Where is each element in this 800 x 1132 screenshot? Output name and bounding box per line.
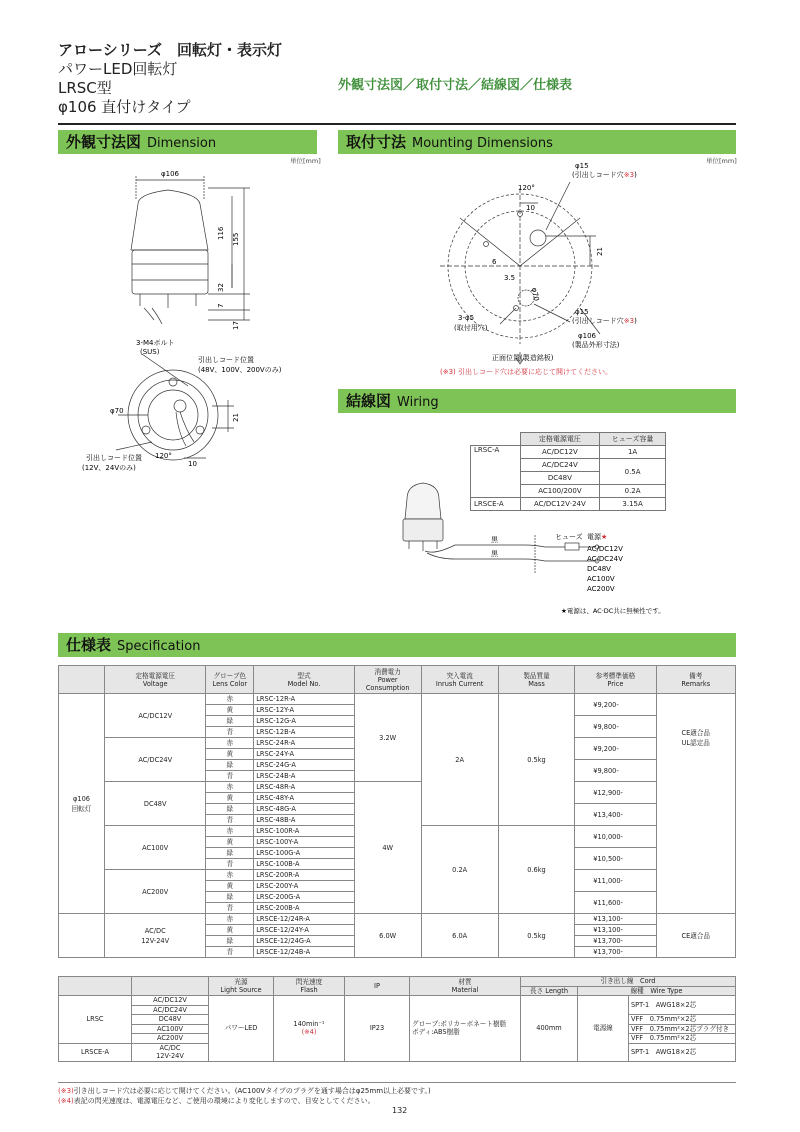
mount-holes-2: (取付用穴) (454, 324, 488, 332)
voltage-text: AC/DC24V (138, 755, 173, 764)
lens-color-cell: 青 (206, 727, 254, 738)
power-cell: 6.0W (354, 914, 421, 958)
dim-d106: φ106 (161, 170, 179, 178)
col-header-en: Remarks (681, 679, 711, 688)
wire-cell: SPT-1 AWG18×2芯 (629, 1043, 736, 1061)
price-cell: ¥11,600- (575, 892, 656, 914)
light-cell: パワーLED (209, 996, 274, 1062)
voltage-cell (105, 738, 206, 782)
col-header: 材質 (458, 977, 472, 986)
col-header-en: Mass (528, 679, 545, 688)
cord-hole-label: (引出しコード穴※3) (572, 171, 637, 179)
spec-body (59, 694, 736, 958)
dim-h7: 7 (217, 303, 225, 308)
volt-item: AC100V (587, 575, 615, 583)
footnote-rule (58, 1082, 736, 1083)
col-header-en: Flash (300, 986, 318, 994)
col-header: 引き出し線 Cord (521, 977, 736, 987)
voltage-cell-2: 12V-24V (156, 1052, 184, 1060)
wire-cell: VFF 0.75mm²×2芯 (629, 1034, 736, 1044)
mount-note: (※3) 引出しコード穴は必要に応じて開けてください。 (440, 368, 613, 376)
lens-color-cell: 赤 (206, 914, 254, 925)
front-position: 正面位置(製造銘板) (492, 354, 554, 362)
table-row (59, 782, 736, 793)
model-cell: LRSCE-A (59, 1043, 132, 1061)
section-subtitle: Dimension (147, 136, 217, 151)
dimension-drawing (58, 160, 320, 480)
model-cell: LRSC-24Y-A (254, 749, 355, 760)
col-header-en: Power (377, 675, 398, 684)
wire-cell: VFF 0.75mm²×2芯 (629, 1015, 736, 1025)
row-label-text-2: 回転灯 (71, 804, 92, 813)
dim-w10: 10 (188, 460, 197, 468)
remarks-text: CE適合品 (681, 729, 711, 737)
col-header: 備考 (689, 671, 703, 680)
price-cell: ¥13,700- (575, 947, 656, 958)
section-spec (58, 633, 736, 657)
fuse-cell: 0.5A (600, 459, 666, 485)
inrush-cell: 2A (421, 694, 498, 826)
remarks-cell (656, 694, 735, 914)
model-cell: LRSCE-12/24R-A (254, 914, 355, 925)
col-header-en: Consumption (365, 683, 410, 692)
volt-item: AC/DC12V (587, 545, 623, 553)
page-number: 132 (392, 1106, 408, 1115)
footnote-ref: (※4) (58, 1097, 74, 1105)
series-title: アローシリーズ 回転灯・表示灯 (58, 41, 282, 59)
remarks-cell: CE適合品 (656, 914, 735, 958)
mass-cell: 0.5kg (498, 914, 575, 958)
lens-color-cell: 緑 (206, 760, 254, 771)
section-mounting (338, 130, 736, 154)
wire-black-1: 黒 (491, 536, 498, 544)
footnote-text: 表記の閃光速度は、電源電圧など、ご使用の環境により変化しますので、目安としてください。 (73, 1097, 375, 1105)
lens-color-cell: 緑 (206, 848, 254, 859)
mount-type: φ106 直付けタイプ (58, 98, 191, 116)
col-header: 定格電源電圧 (520, 433, 600, 446)
page-title-block (58, 41, 282, 117)
cord-hole-text-2: (引出しコード穴 (572, 317, 624, 325)
section-title: 外観寸法図 (66, 133, 142, 151)
price-cell: ¥13,400- (575, 804, 656, 826)
voltage-text: AC/DC12V (138, 711, 173, 720)
voltage-cell: DC48V (132, 1015, 209, 1025)
price-cell: ¥10,500- (575, 848, 656, 870)
voltage-cell (105, 782, 206, 826)
col-header-en: Light Source (220, 986, 262, 994)
model-cell: LRSC-200Y-A (254, 881, 355, 892)
lens-color-cell: 青 (206, 903, 254, 914)
section-subtitle: Wiring (397, 395, 439, 410)
model-cell: LRSC-100G-A (254, 848, 355, 859)
mass-cell: 0.5kg (498, 694, 575, 826)
unit-label: 単位[mm] (706, 157, 737, 165)
price-cell: ¥11,000- (575, 870, 656, 892)
model-cell: LRSC-200R-A (254, 870, 355, 881)
table-row (59, 914, 736, 925)
section-title: 結線図 (346, 392, 392, 410)
cord-pos2-label: 引出しコード位置 (86, 454, 142, 462)
dim-h155: 155 (232, 232, 240, 246)
lens-color-cell: 黄 (206, 705, 254, 716)
model-cell: LRSC-100Y-A (254, 837, 355, 848)
section-title: 仕様表 (66, 636, 112, 654)
lens-color-cell: 赤 (206, 782, 254, 793)
row-label-text: φ106 (73, 794, 90, 803)
voltage-cell: AC/DC12V·24V (520, 498, 600, 511)
footnote-3 (58, 1086, 431, 1096)
price-cell: ¥9,800- (575, 716, 656, 738)
col-header-en: Material (451, 986, 479, 994)
voltage-cell: AC100V (132, 1024, 209, 1034)
lens-color-cell: 赤 (206, 870, 254, 881)
model-cell: LRSC-100R-A (254, 826, 355, 837)
col-header: 製品質量 (523, 671, 550, 680)
voltage-cell (105, 914, 206, 958)
col-header-en: Voltage (142, 679, 168, 688)
lens-color-cell: 青 (206, 947, 254, 958)
section-subtitle: Specification (117, 639, 201, 654)
price-cell: ¥9,200- (575, 738, 656, 760)
col-header: 線種 Wire Type (578, 986, 736, 996)
power-label: 電源★ (587, 533, 608, 541)
section-nav: 外観寸法図／取付寸法／結線図／仕様表 (338, 78, 573, 93)
voltage-cell (105, 826, 206, 870)
voltage-text-2: 12V-24V (141, 936, 170, 945)
volt-item: AC200V (587, 585, 615, 593)
col-header: グローブ色 (213, 671, 247, 680)
voltage-cell: DC48V (520, 472, 600, 485)
col-header: 型式 (297, 671, 311, 680)
row-label (59, 914, 105, 958)
lens-color-cell: 黄 (206, 881, 254, 892)
voltage-cell: AC/DC12V (520, 446, 600, 459)
footnote-text: 引き出しコード穴は必要に応じて開けてください。(AC100Vタイプのプラグを通す場合はφ25mm以上必要です。) (73, 1087, 431, 1095)
lens-color-cell: 緑 (206, 892, 254, 903)
col-header: ヒューズ容量 (600, 433, 666, 446)
bolt-label: 3-M4ボルト (136, 339, 175, 347)
col-header-en: Inrush Current (435, 679, 484, 688)
col-header-en: Lens Color (212, 679, 248, 688)
col-header: 長さ Length (521, 986, 578, 996)
header-rule (58, 123, 736, 125)
dim-w10: 10 (526, 204, 535, 212)
voltage-cell: AC/DC24V (520, 459, 600, 472)
col-header: 光源 (234, 977, 248, 986)
dim-d15: φ15 (575, 162, 589, 170)
model-cell: LRSC-200G-A (254, 892, 355, 903)
lens-color-cell: 緑 (206, 936, 254, 947)
voltage-text: AC100V (142, 843, 169, 852)
voltage-text: AC200V (142, 887, 169, 896)
model-cell: LRSC-24B-A (254, 771, 355, 782)
common-spec-table (58, 976, 736, 1062)
wiring-note: ★電源は、AC·DC共に無極性です。 (561, 607, 665, 615)
section-dimension (58, 130, 317, 154)
model-cell: LRSCE-A (471, 498, 521, 511)
table-row (59, 694, 736, 705)
lens-color-cell: 赤 (206, 694, 254, 705)
wire-cell: SPT-1 AWG18×2芯 (629, 996, 736, 1015)
spec-table (58, 665, 736, 958)
voltage-text: DC48V (143, 799, 167, 808)
col-header: IP (345, 977, 410, 996)
voltage-cell: AC/DC (159, 1043, 181, 1052)
fuse-label: ヒューズ (555, 533, 583, 541)
cord-hole-text: (引出しコード穴 (572, 171, 624, 179)
flash-cell: 140min⁻¹ (293, 1019, 325, 1028)
lens-color-cell: 赤 (206, 826, 254, 837)
model-cell: LRSC-12Y-A (254, 705, 355, 716)
voltage-cell: AC/DC12V (132, 996, 209, 1006)
mass-cell: 0.6kg (498, 826, 575, 914)
col-header: 定格電源電圧 (135, 671, 175, 680)
note-ref: ※3 (623, 171, 635, 179)
price-cell: ¥13,700- (575, 936, 656, 947)
note-ref: ※3 (623, 317, 635, 325)
cord-pos-volts: (48V、100V、200Vのみ) (198, 366, 282, 374)
model-cell: LRSC-48G-A (254, 804, 355, 815)
model-cell: LRSC-24G-A (254, 760, 355, 771)
model-cell: LRSCE-12/24Y-A (254, 925, 355, 936)
fuse-cell: 1A (600, 446, 666, 459)
ip-cell: IP23 (345, 996, 410, 1062)
row-label (59, 694, 105, 914)
material-cell: グローブ:ポリカーボネート樹脂 (412, 1019, 507, 1028)
lens-color-cell: 緑 (206, 804, 254, 815)
remarks-text-2: UL認定品 (681, 739, 710, 747)
col-header: 消費電力 (374, 667, 401, 676)
wire-kind-cell: 電源線 (578, 996, 629, 1062)
power-text: 電源 (587, 533, 601, 541)
dim-3-5: 3.5 (504, 274, 516, 282)
model-cell: LRSC (59, 996, 132, 1044)
footnote-ref: (※3) (58, 1087, 74, 1095)
col-header-en: Model No. (287, 679, 321, 688)
mount-holes: 3-φ5 (458, 314, 475, 322)
dim-d106: φ106 (578, 332, 596, 340)
col-header: 閃光速度 (295, 977, 323, 986)
price-cell: ¥13,100- (575, 925, 656, 936)
dim-h116: 116 (217, 226, 225, 240)
dim-d15b: φ15 (575, 308, 589, 316)
mounting-drawing (430, 158, 670, 376)
dim-h21: 21 (232, 413, 240, 422)
model-cell: LRSC-12B-A (254, 727, 355, 738)
lens-color-cell: 黄 (206, 749, 254, 760)
price-cell: ¥13,100- (575, 914, 656, 925)
voltage-cell: AC/DC24V (132, 1005, 209, 1015)
length-cell: 400mm (521, 996, 578, 1062)
lens-color-cell: 黄 (206, 837, 254, 848)
lens-color-cell: 青 (206, 771, 254, 782)
model-type: LRSC型 (58, 79, 112, 97)
lens-color-cell: 黄 (206, 793, 254, 804)
bolt-label-2: (SUS) (140, 348, 160, 356)
flash-note: (※4) (301, 1028, 317, 1037)
voltage-cell: AC200V (132, 1034, 209, 1044)
price-cell: ¥9,200- (575, 694, 656, 716)
lens-color-cell: 青 (206, 859, 254, 870)
lens-color-cell: 黄 (206, 925, 254, 936)
lens-color-cell: 赤 (206, 738, 254, 749)
volt-item: DC48V (587, 565, 611, 573)
product-line: パワーLED回転灯 (58, 60, 178, 78)
inrush-cell: 0.2A (421, 826, 498, 914)
wire-cell: VFF 0.75mm²×2芯プラグ付き (629, 1024, 736, 1034)
lens-color-cell: 青 (206, 815, 254, 826)
model-cell: LRSC-12R-A (254, 694, 355, 705)
voltage-text: AC/DC (144, 926, 166, 935)
fuse-cell: 3.15A (600, 498, 666, 511)
model-cell: LRSC-A (471, 446, 521, 498)
col-header-en: Price (607, 679, 624, 688)
section-wiring (338, 389, 736, 413)
dim-a120: 120° (518, 184, 535, 192)
dim-h17: 17 (232, 321, 240, 330)
volt-item: AC/DC24V (587, 555, 623, 563)
price-cell: ¥10,000- (575, 826, 656, 848)
model-cell: LRSCE-12/24B-A (254, 947, 355, 958)
voltage-cell (105, 694, 206, 738)
cord-pos-label: 引出しコード位置 (198, 356, 254, 364)
fuse-cell: 0.2A (600, 485, 666, 498)
col-header: 参考標準価格 (595, 671, 636, 680)
model-cell: LRSC-48R-A (254, 782, 355, 793)
wire-black-2: 黒 (491, 550, 498, 558)
model-cell: LRSC-24R-A (254, 738, 355, 749)
cord-hole-label-2: (引出しコード穴※3) (572, 317, 637, 325)
dim-h21: 21 (596, 247, 604, 256)
section-title: 取付寸法 (346, 133, 407, 151)
model-cell: LRSC-48B-A (254, 815, 355, 826)
dim-d106-note: (製品外形寸法) (572, 341, 620, 349)
model-cell: LRSC-12G-A (254, 716, 355, 727)
dim-6: 6 (492, 258, 497, 266)
cord-pos2-volts: (12V、24Vのみ) (82, 464, 136, 472)
voltage-cell (105, 870, 206, 914)
dim-r70: φ70 (530, 286, 541, 302)
model-cell: LRSC-100B-A (254, 859, 355, 870)
wiring-diagram (395, 455, 675, 615)
lens-color-cell: 緑 (206, 716, 254, 727)
model-cell: LRSCE-12/24G-A (254, 936, 355, 947)
dim-a120: 120° (155, 452, 172, 460)
dim-h32: 32 (217, 283, 225, 292)
voltage-cell: AC100/200V (520, 485, 600, 498)
unit-label: 単位[mm] (290, 157, 321, 165)
inrush-cell: 6.0A (421, 914, 498, 958)
material-cell-2: ボディ:ABS樹脂 (412, 1028, 460, 1037)
model-cell: LRSC-48Y-A (254, 793, 355, 804)
col-header: 突入電流 (446, 671, 473, 680)
power-cell: 4W (354, 782, 421, 914)
model-cell: LRSC-200B-A (254, 903, 355, 914)
dim-d70: φ70 (110, 407, 124, 415)
power-cell: 3.2W (354, 694, 421, 782)
price-cell: ¥12,900- (575, 782, 656, 804)
section-subtitle: Mounting Dimensions (412, 136, 553, 151)
price-cell: ¥9,800- (575, 760, 656, 782)
footnote-4 (58, 1096, 375, 1106)
